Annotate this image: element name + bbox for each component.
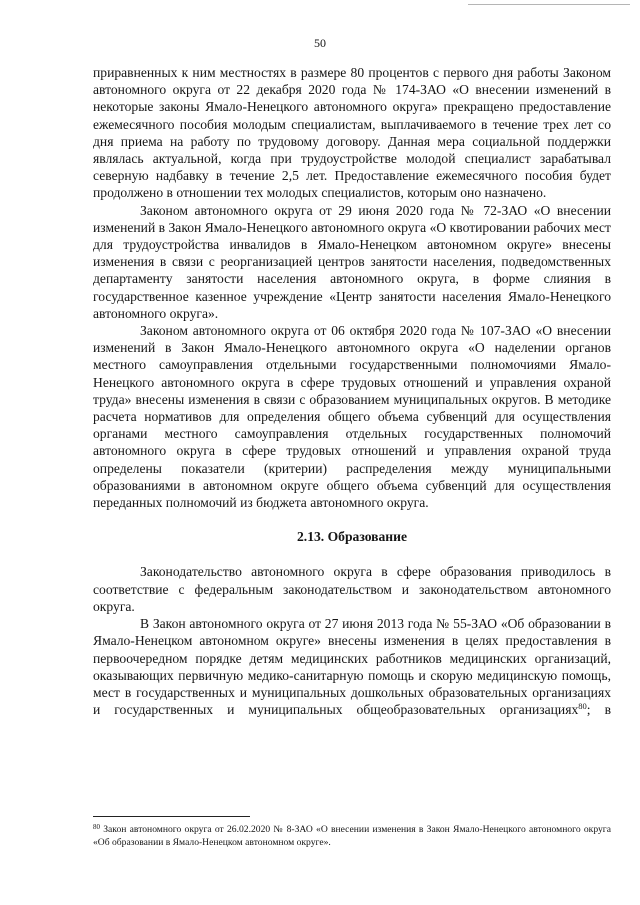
footnote-separator: [93, 816, 250, 817]
paragraph-continued: приравненных к ним местностях в размере 80 процентов с первого дня работы Законом автономного округа от 22 декабря 2020 года № 174-ЗАО «О внесении изменений в некоторые законы Ямало-Ненецкого автономного округа» прекращено предоставление ежемесячного пособия молодым специалистам, выплачиваемого в течение трех лет со дня приема на работу по трудовому договору. Данная мера социальной поддержки являлась актуальной, когда при трудоустройстве молодой специалист зарабатывал северную надбавку в течение 2,5 лет. Предоставление ежемесячного пособия будет продолжено в отношении тех молодых специалистов, которым оно назначено.: [93, 65, 611, 201]
footnote: [93, 823, 611, 849]
footnote-marker: 80: [93, 823, 100, 831]
top-edge-line: [468, 4, 630, 5]
footnote-reference[interactable]: 80: [578, 701, 587, 712]
paragraph-law-72: Законом автономного округа от 29 июня 2020 года № 72-ЗАО «О внесении изменений в Закон Ямало-Ненецкого автономного округа «О квотировании рабочих мест для трудоустройства инвалидов в Ямало-Ненецком автономном округе» внесены изменения в связи с реорганизацией центров занятости населения, подведомственных департаменту занятости населения автономного округа, в форме слияния в государственное казенное учреждение «Центр занятости населения Ямало-Ненецкого автономного округа».: [93, 202, 611, 321]
paragraph-law-55: [93, 615, 611, 718]
page-body: [93, 64, 611, 718]
footnote-text: Закон автономного округа от 26.02.2020 № 8-ЗАО «О внесении изменения в Закон Ямало-Ненецкого автономного округа «Об образовании в Ямало-Ненецком автономном округе».: [93, 824, 611, 848]
paragraph-education-intro: Законодательство автономного округа в сфере образования приводилось в соответствие с федеральным законодательством и законодательством автономного округа.: [93, 564, 611, 614]
page-number: 50: [314, 36, 326, 50]
section-heading: 2.13. Образование: [297, 529, 407, 545]
paragraph-law-55-text: В Закон автономного округа от 27 июня 2013 года № 55-ЗАО «Об образовании в Ямало-Ненецком автономном округе» внесены изменения в целях предоставления в первоочередном порядке детям медицинских работников медицинских организаций, оказывающих первичную медико-санитарную помощь и скорую медицинскую помощь, мест в государственных и муниципальных дошкольных образовательных организациях и государственных и муниципальных общеобразовательных организациях: [93, 616, 611, 718]
paragraph-law-55-tail: ; в: [586, 702, 611, 718]
paragraph-law-107: Законом автономного округа от 06 октября 2020 года № 107-ЗАО «О внесении изменений в Закон Ямало-Ненецкого автономного округа «О наделении органов местного самоуправления отдельными государственными полномочиями Ямало-Ненецкого автономного округа в сфере трудовых отношений и управления охраной труда» внесены изменения в связи с образованием муниципальных округов. В методике расчета нормативов для определения общего объема субвенций для осуществления органами местного самоуправления отдельных государственных полномочий автономного округа в сфере трудовых отношений и управления охраной труда определены показатели (критерии) распределения между муниципальными образованиями в автономном округе общего объема субвенций для осуществления переданных полномочий из бюджета автономного округа.: [93, 323, 611, 511]
